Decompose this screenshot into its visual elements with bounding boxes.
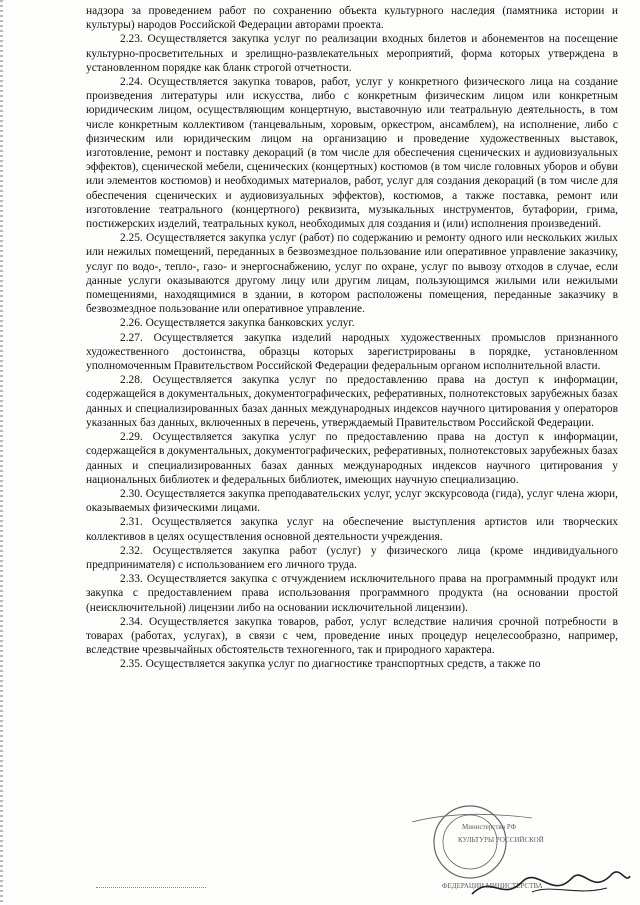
footer-dotted-rule bbox=[96, 887, 206, 889]
paragraph-2-29: 2.29. Осуществляется закупка услуг по предоставлению права на доступ к информации, содержащейся в документальных, документографических, реферативных, полнотекстовых зарубежных базах данных и специализированных базах данных международных индексов научного цитирования у национальных библиотек и федеральных библиотек, имеющих научную специализацию. bbox=[86, 431, 618, 486]
paragraph-2-25: 2.25. Осуществляется закупка услуг (работ) по содержанию и ремонту одного или нескольких жилых или нежилых помещений, переданных в безвозмездное пользование или оперативное управление заказчику, услуг по водо-, тепло-, газо- и энергоснабжению, услуг по охране, услуг по вывозу отходов в случае, если данные услуги оказываются другому лицу или другим лицам, пользующимся жилыми или нежилыми помещениями, находящимися в здании, в котором расположены помещения, переданные заказчику в безвозмездное пользование или оперативное управление. bbox=[86, 232, 618, 316]
stamp-line-1: Министерство РФ bbox=[462, 823, 517, 831]
paragraph-2-34: 2.34. Осуществляется закупка товаров, работ, услуг вследствие наличия срочной потребности в товарах (работах, услугах), в связи с чем, проведение иных процедур нецелесообразно, например, вследствие чрезвычайных обстоятельств техногенного, так и природного характера. bbox=[86, 615, 618, 657]
paragraph-2-32: 2.32. Осуществляется закупка работ (услуг) у физического лица (кроме индивидуального предпринимателя) с использованием его личного труда. bbox=[86, 544, 618, 571]
paragraph-2-35: 2.35. Осуществляется закупка услуг по диагностике транспортных средств, а также по bbox=[120, 658, 541, 671]
paragraph-continuation: надзора за проведением работ по сохранению объекта культурного наследия (памятника истории и культуры) народов Российской Федерации авторами проекта. bbox=[86, 5, 618, 32]
scan-edge bbox=[0, 0, 3, 905]
stamp-line-2: КУЛЬТУРЫ РОССИЙСКОЙ bbox=[458, 836, 544, 844]
document-body bbox=[86, 4, 618, 672]
paragraph-2-23: 2.23. Осуществляется закупка услуг по реализации входных билетов и абонементов на посещение культурно-просветительных и зрелищно-развлекательных мероприятий, форма которых утверждена в установленном порядке как бланк строгой отчетности. bbox=[86, 33, 618, 74]
stamp-line-3: ФЕДЕРАЦИИ МИНИСТЕРСТВА bbox=[442, 882, 543, 890]
paragraph-2-31: 2.31. Осуществляется закупка услуг на обеспечение выступления артистов или творческих коллективов в целях осуществления основной деятельности учреждения. bbox=[86, 516, 618, 543]
paragraph-2-30: 2.30. Осуществляется закупка преподавательских услуг, услуг экскурсовода (гида), услуг члена жюри, оказываемых физическими лицами. bbox=[86, 487, 618, 515]
paragraph-2-26: 2.26. Осуществляется закупка банковских услуг. bbox=[120, 317, 355, 330]
paragraph-2-24: 2.24. Осуществляется закупка товаров, работ, услуг у конкретного физического лица на создание произведения литературы или искусства, либо с конкретным физическим лицом или конкретным юридическим лицом, осуществляющим концертную, выставочную или театральную деятельность, в том числе конкретным коллективом (танцевальным, хоровым, оркестром, ансамблем), на исполнение, либо с физическим или юридическим лицом на организацию и проведение художественных выставок, изготовление, ремонт и поставку декораций (в том числе для обеспечения сценических и аудиовизуальных эффектов), сценической мебели, сценических (концертных) костюмов (в том числе головных уборов и обуви или элементов костюмов) и необходимых материалов, работ, услуг для создания декораций (в том числе для обеспечения сценических и аудиовизуальных эффектов), костюмов, а также поставка, ремонт или изготовление театрального (концертного) реквизита, музыкальных инструментов, бутафории, грима, постижерских изделий, театральных кукол, необходимых для создания и (или) исполнения произведений. bbox=[86, 76, 618, 231]
paragraph-2-27: 2.27. Осуществляется закупка изделий народных художественных промыслов признанного художественного достоинства, образцы которых зарегистрированы в порядке, установленном уполномоченным Правительством Российской Федерации федеральным органом исполнительной власти. bbox=[86, 331, 618, 373]
paragraph-2-33: 2.33. Осуществляется закупка с отчуждением исключительного права на программный продукт или закупка с предоставлением права использования программного продукта (на основании простой (неисключительной) лицензии либо на основании исключительной лицензии). bbox=[86, 573, 618, 614]
paragraph-2-28: 2.28. Осуществляется закупка услуг по предоставлению права на доступ к информации, содержащейся в документальных, документографических, реферативных, полнотекстовых зарубежных базах данных и специализированных базах данных международных индексов научного цитирования у операторов указанных баз данных, включенных в перечень, утверждаемый Правительством Российской Федерации. bbox=[86, 374, 618, 429]
seal-stamp bbox=[402, 804, 632, 904]
